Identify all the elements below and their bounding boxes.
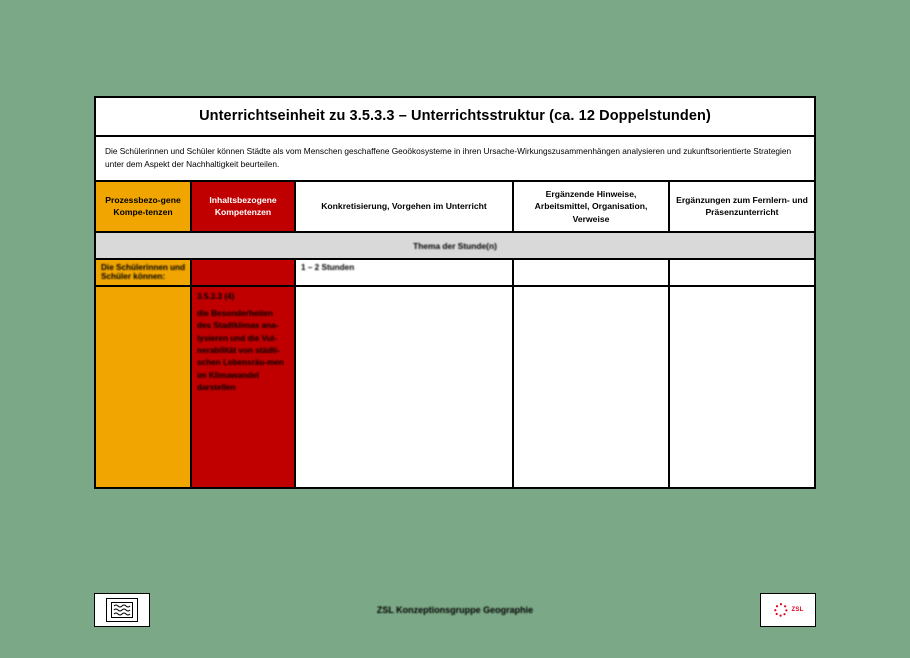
subheader-cell-stunden: [296, 260, 514, 285]
column-header-label: Ergänzungen zum Fernlern- und Präsenzunterricht: [676, 194, 808, 218]
zsl-logo-label: ZSL: [791, 607, 804, 613]
footer-label: ZSL Konzeptionsgruppe Geographie: [376, 605, 534, 615]
footer-center: [150, 593, 760, 627]
intro-text: Die Schülerinnen und Schüler können Städte als vom Menschen geschaffene Geoökosysteme in ihren Ursache-Wirkungszusammenhängen analysieren und zukunftsorientierte Strategien unter dem Aspekt der Nachhaltigkeit beurteilen.: [105, 146, 792, 169]
column-header-label: Ergänzende Hinweise, Arbeitsmittel, Organisation, Verweise: [534, 188, 648, 224]
zsl-logo: [760, 593, 816, 627]
unterrichtsstruktur-table: [94, 96, 816, 489]
page-footer: [94, 593, 816, 627]
subheader-cell-hinweise: [514, 260, 670, 285]
subheader-label-stunden: 1 – 2 Stunden: [301, 263, 355, 273]
column-header-konkretisierung: [296, 182, 514, 231]
column-header-label: Konkretisierung, Vorgehen im Unterricht: [321, 201, 487, 212]
body-cell-ergaenzungen-fernlernunterricht: [670, 287, 814, 487]
body-cell-ergaenzende-hinweise: [514, 287, 670, 487]
column-header-ergaenzungen-fernlernunterricht: [670, 182, 814, 231]
body-cell-inhaltsbezogene-kompetenzen: [192, 287, 296, 487]
subheader-cell-kompetenzen: [96, 260, 192, 285]
zsl-dots-svg: [773, 602, 789, 618]
column-header-ergaenzende-hinweise: [514, 182, 670, 231]
crest-svg: [111, 602, 133, 618]
intro-row: [96, 137, 814, 182]
column-header-label: Prozessbezo-gene Kompe-tenzen: [105, 194, 181, 218]
competency-description: die Besonderheiten des Stadtklimas ana-lysieren und die Vul-nerabilität von städti-schen Lebensräu-men im Klimawandel darstellen: [197, 309, 284, 392]
table-body-row: [96, 287, 814, 487]
table-header-row: [96, 182, 814, 233]
zsl-dots-icon: [773, 602, 789, 618]
column-header-prozessbezogene-kompetenzen: [96, 182, 192, 231]
subheader-label-kompetenzen: Die Schülerinnen und Schüler können:: [101, 263, 186, 282]
theme-row-label: Thema der Stunde(n): [413, 241, 497, 252]
crest-icon: [106, 598, 138, 622]
page-title: Unterrichtseinheit zu 3.5.3.3 – Unterrichtsstruktur (ca. 12 Doppelstunden): [199, 108, 711, 124]
baden-wuerttemberg-crest-logo: [94, 593, 150, 627]
theme-row: [96, 233, 814, 260]
document-title-row: [96, 98, 814, 137]
column-header-label: Inhaltsbezogene Kompetenzen: [209, 194, 277, 218]
subheader-cell-inhaltsbezogene: [192, 260, 296, 285]
column-header-inhaltsbezogene-kompetenzen: [192, 182, 296, 231]
table-subheader-row: [96, 260, 814, 287]
body-cell-konkretisierung: [296, 287, 514, 487]
body-cell-prozessbezogene-kompetenzen: [96, 287, 192, 487]
subheader-cell-fernlern: [670, 260, 814, 285]
competency-code: 3.5.3.3 (4): [197, 292, 235, 302]
